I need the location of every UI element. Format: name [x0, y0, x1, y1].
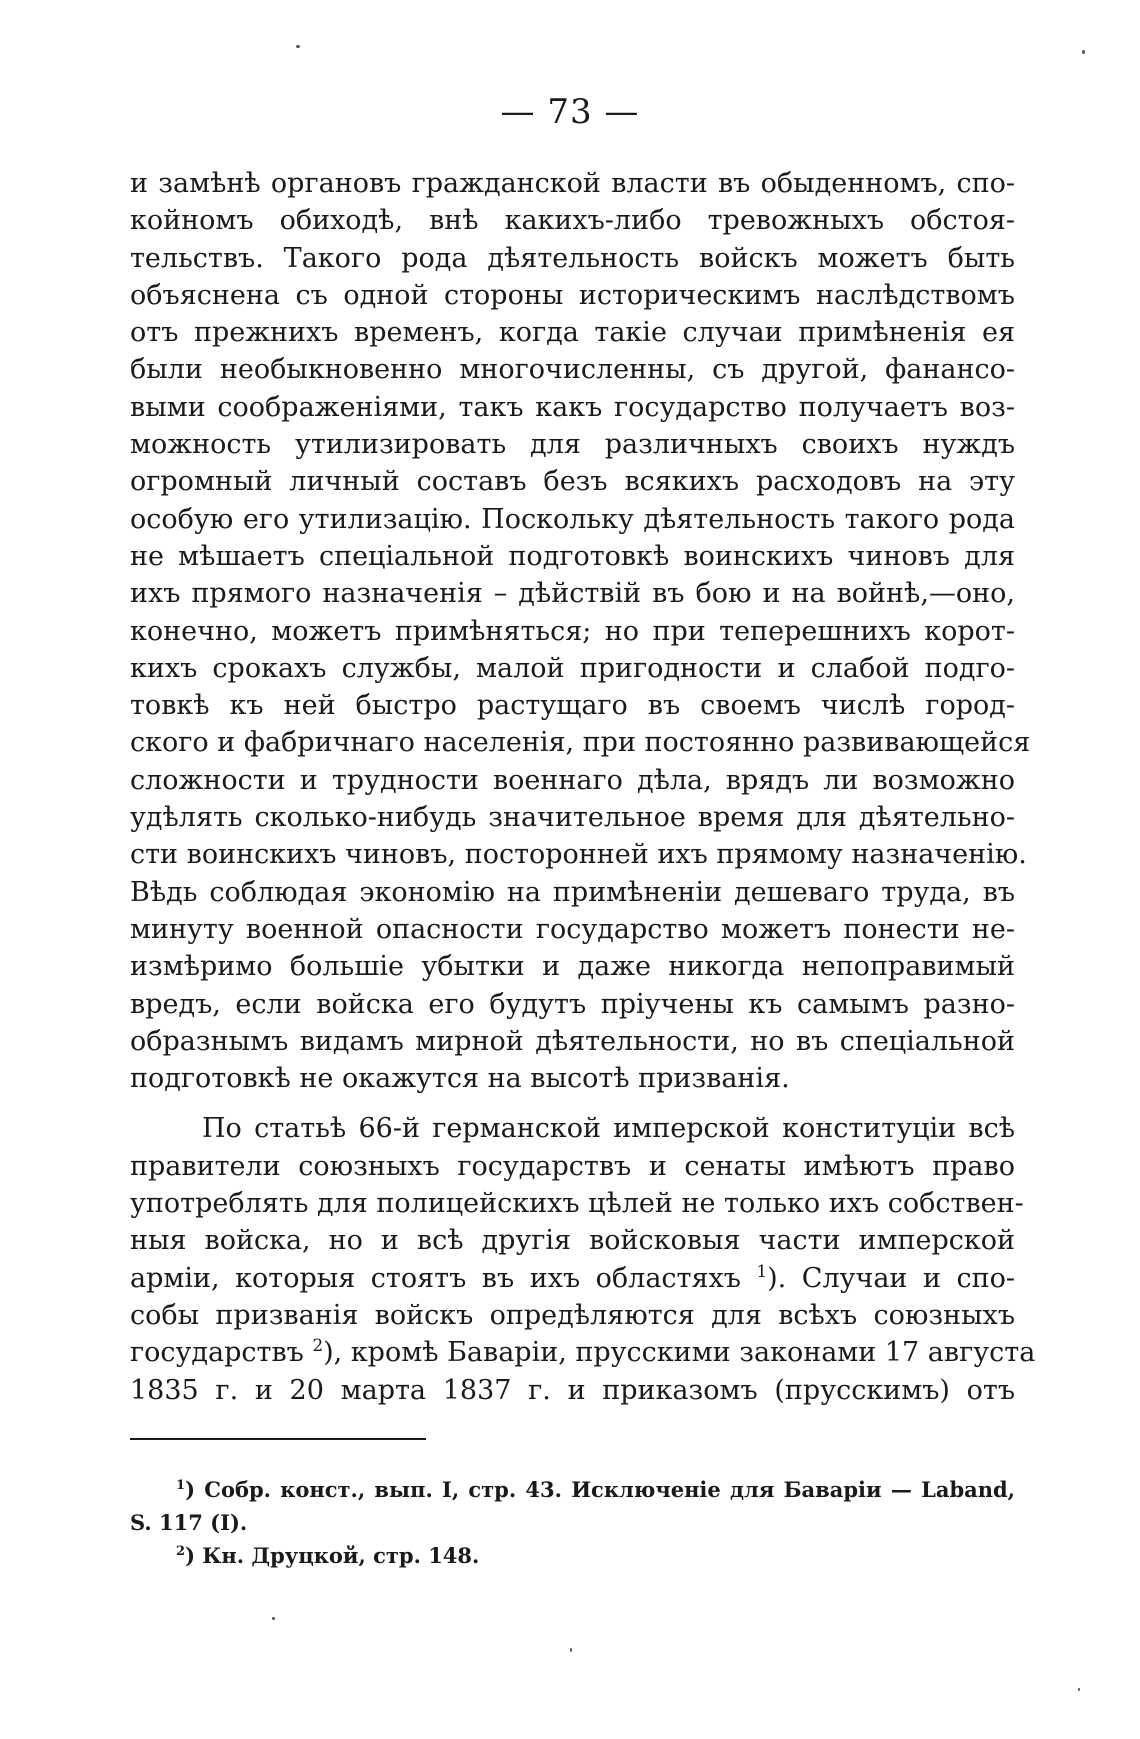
text-line: минуту военной опасности государство можетъ понести не-	[130, 913, 1015, 945]
scan-speck	[1078, 1688, 1080, 1691]
text-line: можность утилизировать для различныхъ своихъ нуждъ	[130, 429, 1015, 461]
text-line: выми соображеніями, такъ какъ государство получаетъ воз-	[130, 391, 1015, 423]
text-line-with-footnote-ref	[130, 1260, 1015, 1297]
text-line: особую его утилизацію. Поскольку дѣятельность такого рода	[130, 503, 1015, 535]
text-line: подготовкѣ не окажутся на высотѣ призванія.	[130, 1063, 790, 1095]
text-line: койномъ обиходѣ, внѣ какихъ-либо тревожныхъ обстоя-	[130, 205, 1015, 237]
text-line: измѣримо большіе убытки и даже никогда непоправимый	[130, 951, 1015, 983]
footnote-ref: 2	[312, 1335, 324, 1356]
text-line: сложности и трудности военнаго дѣла, врядъ ли возможно	[130, 764, 1015, 796]
footnote-divider	[130, 1438, 426, 1440]
text-line: собы призванія войскъ опредѣляются для всѣхъ союзныхъ	[130, 1299, 1015, 1331]
text-line: удѣлять сколько-нибудь значительное время для дѣятельно-	[130, 802, 1015, 834]
text-line: объяснена съ одной стороны историческимъ наслѣдствомъ	[130, 279, 1015, 311]
footnote-marker: 2	[176, 1544, 186, 1559]
main-text	[130, 165, 1036, 1409]
footnote-1	[130, 1473, 1015, 1506]
text-line: кихъ срокахъ службы, малой пригодности и слабой подго-	[130, 652, 1015, 684]
text-line: тельствъ. Такого рода дѣятельность войскъ можетъ быть	[130, 242, 1015, 274]
text-line: употреблять для полицейскихъ цѣлей не только ихъ собствен-	[130, 1188, 1024, 1220]
text-segment: государствъ	[130, 1337, 313, 1369]
footnote-marker: 1	[176, 1478, 186, 1493]
text-line: правители союзныхъ государствъ и сенаты имѣютъ право	[130, 1150, 1015, 1182]
footnote-1-continuation: S. 117 (I).	[130, 1510, 248, 1535]
text-line: отъ прежнихъ временъ, когда такіе случаи примѣненія ея	[130, 317, 1015, 349]
scan-speck	[570, 1648, 572, 1652]
text-line: Вѣдь соблюдая экономію на примѣненіи дешеваго труда, въ	[130, 876, 1015, 908]
scan-speck	[1082, 50, 1085, 54]
footnotes	[130, 1473, 1015, 1572]
paragraph-gap	[130, 1097, 1015, 1110]
page-number: — 73 —	[500, 92, 640, 132]
scan-speck	[272, 1617, 275, 1620]
footnote-2	[130, 1539, 1015, 1572]
text-line: товкѣ къ ней быстро растущаго въ своемъ числѣ город-	[130, 690, 1015, 722]
text-line: не мѣшаетъ спеціальной подготовкѣ воинскихъ чиновъ для	[130, 540, 1015, 572]
text-line: и замѣнѣ органовъ гражданской власти въ обыденномъ, спо-	[130, 168, 1015, 199]
text-segment: ). Случаи и спо-	[767, 1262, 1015, 1294]
text-line: сти воинскихъ чиновъ, посторонней ихъ прямому назначенію.	[130, 839, 1027, 871]
text-segment: ), кромѣ Баваріи, прусскими законами 17 августа	[323, 1337, 1036, 1369]
text-segment: арміи, которыя стоятъ въ ихъ областяхъ	[130, 1262, 757, 1294]
text-line: 1835 г. и 20 марта 1837 г. и приказомъ (прусскимъ) отъ	[130, 1374, 1015, 1406]
scan-speck	[296, 45, 300, 48]
text-line: По статьѣ 66-й германской имперской конституціи всѣ	[202, 1113, 1015, 1145]
text-line: конечно, можетъ примѣняться; но при теперешнихъ корот-	[130, 615, 1015, 647]
text-line: ихъ прямого назначенія – дѣйствій въ бою и на войнѣ,—оно,	[130, 578, 1015, 610]
text-line: ского и фабричнаго населенія, при постоянно развивающейся	[130, 727, 1031, 759]
footnote-text: ) Собр. конст., вып. I, стр. 43. Исключеніе для Баваріи — Laband,	[185, 1477, 1015, 1502]
text-line: огромный личный составъ безъ всякихъ расходовъ на эту	[130, 466, 1015, 498]
footnote-text: ) Кн. Друцкой, стр. 148.	[185, 1543, 480, 1568]
text-line: образнымъ видамъ мирной дѣятельности, но въ спеціальной	[130, 1025, 1015, 1057]
text-line: ныя войска, но и всѣ другія войсковыя части имперской	[130, 1225, 1015, 1257]
text-line: вредъ, если войска его будутъ пріучены къ самымъ разно-	[130, 988, 1015, 1020]
text-line-with-footnote-ref	[130, 1334, 1036, 1371]
footnote-ref: 1	[756, 1260, 768, 1281]
text-line: были необыкновенно многочисленны, съ другой, фанансо-	[130, 354, 1015, 386]
